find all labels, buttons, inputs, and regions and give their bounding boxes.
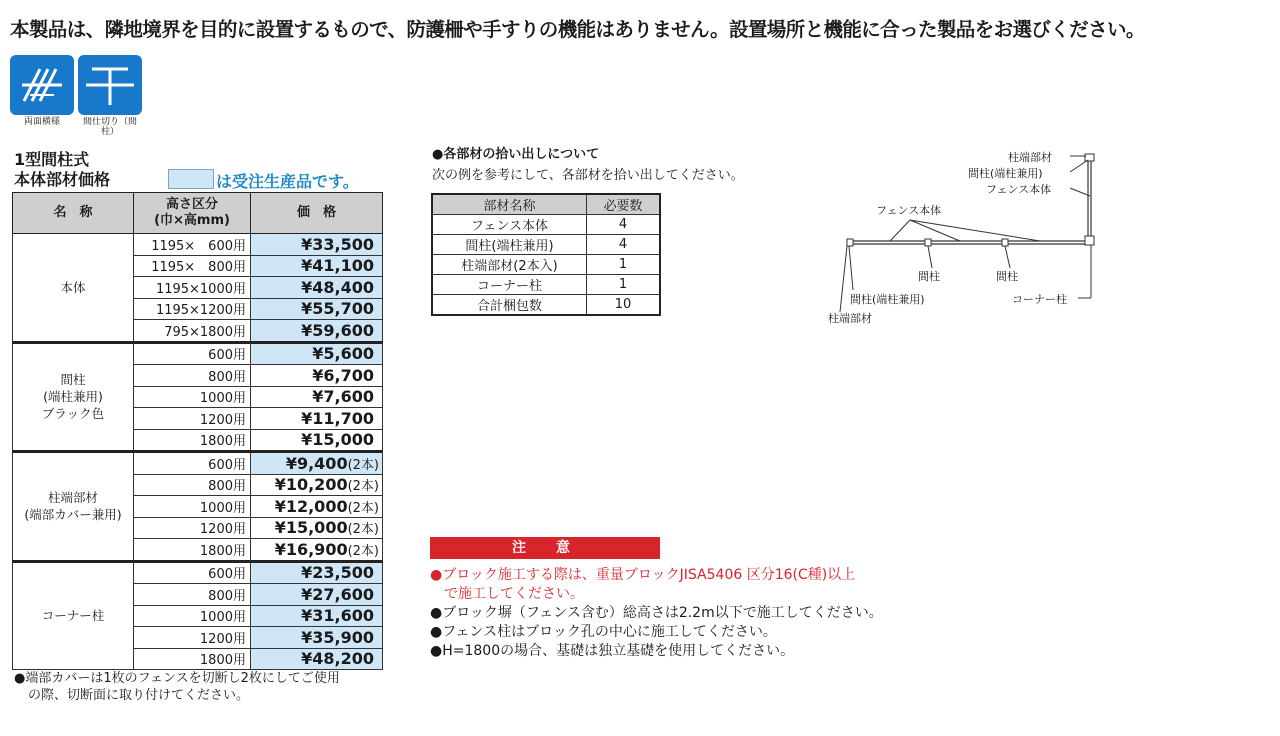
diagram-label-left-post: 間柱(端柱兼用) bbox=[850, 293, 925, 306]
price-cell bbox=[251, 584, 383, 606]
price-value: ¥31,600 bbox=[301, 606, 374, 626]
made-to-order-legend: は受注生産品です。 bbox=[216, 172, 359, 191]
price-value: ¥48,400 bbox=[301, 277, 374, 297]
size-cell: 800用 bbox=[134, 365, 251, 387]
diagram-label-post-a: 間柱 bbox=[918, 270, 940, 283]
size-cell: 1195× 600用 bbox=[134, 234, 251, 256]
size-cell: 1200用 bbox=[134, 408, 251, 430]
part-name: 柱端部材(2本入) bbox=[432, 255, 587, 275]
notice-headline: 本製品は、隣地境界を目的に設置するもので、防護柵や手すりの機能はありません。設置場所と機能に合った製品をお選びください。 bbox=[10, 18, 1145, 41]
part-qty: 4 bbox=[587, 235, 661, 255]
col-header-price: 価 格 bbox=[251, 193, 383, 234]
part-qty: 4 bbox=[587, 215, 661, 235]
price-row bbox=[13, 561, 383, 584]
icon-caption-partition: 間仕切り（間柱） bbox=[82, 117, 137, 137]
price-value: ¥10,200 bbox=[274, 475, 348, 495]
price-cell bbox=[251, 255, 383, 277]
parts-table-container bbox=[431, 193, 661, 316]
price-value: ¥15,000 bbox=[301, 430, 374, 450]
price-cell bbox=[251, 342, 383, 365]
caution-item: ●ブロック塀（フェンス含む）総高さは2.2m以下で施工してください。 bbox=[430, 605, 883, 621]
size-cell: 600用 bbox=[134, 561, 251, 584]
price-cell bbox=[251, 277, 383, 299]
price-suffix: (2本) bbox=[347, 479, 379, 495]
made-to-order-swatch bbox=[168, 169, 214, 189]
partition-post-icon bbox=[78, 55, 142, 115]
part-name: フェンス本体 bbox=[432, 215, 587, 235]
price-value: ¥15,000 bbox=[274, 518, 348, 538]
price-cell bbox=[251, 298, 383, 320]
parts-header-name: 部材名称 bbox=[432, 194, 587, 215]
price-row bbox=[13, 342, 383, 365]
size-cell: 800用 bbox=[134, 474, 251, 496]
size-cell: 1800用 bbox=[134, 429, 251, 452]
price-table-container bbox=[12, 192, 383, 670]
caution-item: ●フェンス柱はブロック孔の中心に施工してください。 bbox=[430, 624, 777, 640]
diagram-label-end-member-top: 柱端部材 bbox=[1008, 151, 1052, 164]
price-value: ¥55,700 bbox=[301, 299, 374, 319]
price-value: ¥11,700 bbox=[301, 408, 374, 428]
size-cell: 795×1800用 bbox=[134, 320, 251, 343]
caution-list bbox=[430, 566, 950, 661]
size-cell: 1195×1000用 bbox=[134, 277, 251, 299]
double-sided-pattern-icon bbox=[10, 55, 74, 115]
diagram-label-fence-main: フェンス本体 bbox=[876, 204, 942, 217]
diagram-label-left-end-member: 柱端部材 bbox=[828, 312, 872, 325]
end-cover-note-line2: の際、切断面に取り付けてください。 bbox=[28, 688, 250, 703]
price-value: ¥16,900 bbox=[274, 539, 348, 559]
price-table bbox=[12, 192, 383, 670]
price-suffix: (2本) bbox=[347, 457, 379, 473]
section-title-type: 1型間柱式 bbox=[14, 150, 90, 169]
price-suffix: (2本) bbox=[347, 522, 379, 538]
price-cell bbox=[251, 320, 383, 343]
col-header-name: 名 称 bbox=[13, 193, 134, 234]
parts-header-qty: 必要数 bbox=[587, 194, 661, 215]
parts-row bbox=[432, 255, 660, 275]
section-title-price: 本体部材価格 bbox=[14, 170, 111, 189]
diagram-label-post-top: 間柱(端柱兼用) bbox=[968, 167, 1043, 180]
price-cell bbox=[251, 561, 383, 584]
size-cell: 1800用 bbox=[134, 539, 251, 562]
price-suffix: (2本) bbox=[347, 500, 379, 516]
size-cell: 1195×1200用 bbox=[134, 298, 251, 320]
price-value: ¥5,600 bbox=[312, 344, 374, 364]
price-cell bbox=[251, 452, 383, 475]
size-cell: 1200用 bbox=[134, 517, 251, 539]
price-row bbox=[13, 234, 383, 256]
price-value: ¥41,100 bbox=[301, 256, 374, 276]
price-cell bbox=[251, 517, 383, 539]
caution-item: で施工してください。 bbox=[430, 586, 584, 602]
diagram-label-post-b: 間柱 bbox=[996, 270, 1018, 283]
product-group-name: 柱端部材 (端部カバー兼用) bbox=[13, 452, 134, 562]
parts-row bbox=[432, 275, 660, 295]
part-qty: 10 bbox=[587, 295, 661, 316]
price-value: ¥27,600 bbox=[301, 584, 374, 604]
part-name: 間柱(端柱兼用) bbox=[432, 235, 587, 255]
caution-item: ●ブロック施工する際は、重量ブロックJISA5406 区分16(C種)以上 bbox=[430, 567, 856, 583]
part-qty: 1 bbox=[587, 255, 661, 275]
end-cover-note bbox=[14, 670, 394, 704]
size-cell: 1195× 800用 bbox=[134, 255, 251, 277]
price-cell bbox=[251, 539, 383, 562]
size-cell: 1000用 bbox=[134, 496, 251, 518]
part-name: 合計梱包数 bbox=[432, 295, 587, 316]
price-suffix: (2本) bbox=[347, 543, 379, 559]
product-group-name: コーナー柱 bbox=[13, 561, 134, 670]
price-value: ¥12,000 bbox=[274, 496, 348, 516]
price-value: ¥6,700 bbox=[312, 365, 374, 385]
price-cell bbox=[251, 234, 383, 256]
price-cell bbox=[251, 496, 383, 518]
caution-header: 注 意 bbox=[430, 537, 660, 559]
price-value: ¥59,600 bbox=[301, 320, 374, 340]
end-cover-note-line1: ●端部カバーは1枚のフェンスを切断し2枚にしてご使用 bbox=[14, 671, 340, 686]
product-group-name: 本体 bbox=[13, 234, 134, 343]
parts-table bbox=[431, 193, 661, 316]
size-cell: 600用 bbox=[134, 452, 251, 475]
caution-item: ●H=1800の場合、基礎は独立基礎を使用してください。 bbox=[430, 643, 795, 659]
col-header-size: 高さ区分 (巾×高mm) bbox=[134, 193, 251, 234]
product-group-name: 間柱 (端柱兼用) ブラック色 bbox=[13, 342, 134, 452]
price-cell bbox=[251, 627, 383, 649]
part-name: コーナー柱 bbox=[432, 275, 587, 295]
price-cell bbox=[251, 429, 383, 452]
parts-row bbox=[432, 215, 660, 235]
diagram-label-fence-top: フェンス本体 bbox=[986, 183, 1052, 196]
icon-caption-pattern: 両面横様 bbox=[23, 117, 60, 127]
price-cell bbox=[251, 474, 383, 496]
size-cell: 800用 bbox=[134, 584, 251, 606]
price-cell bbox=[251, 386, 383, 408]
size-cell: 1000用 bbox=[134, 605, 251, 627]
price-cell bbox=[251, 408, 383, 430]
size-cell: 1800用 bbox=[134, 648, 251, 670]
parts-intro: 次の例を参考にして、各部材を拾い出してください。 bbox=[432, 168, 744, 183]
parts-row bbox=[432, 235, 660, 255]
price-value: ¥9,400 bbox=[285, 453, 348, 473]
part-qty: 1 bbox=[587, 275, 661, 295]
price-value: ¥33,500 bbox=[301, 234, 374, 254]
diagram-label-corner: コーナー柱 bbox=[1012, 293, 1067, 306]
size-cell: 1200用 bbox=[134, 627, 251, 649]
size-cell: 1000用 bbox=[134, 386, 251, 408]
parts-heading: ●各部材の拾い出しについて bbox=[432, 147, 600, 162]
price-cell bbox=[251, 365, 383, 387]
price-value: ¥48,200 bbox=[301, 649, 374, 669]
size-cell: 600用 bbox=[134, 342, 251, 365]
price-value: ¥23,500 bbox=[301, 563, 374, 583]
parts-row bbox=[432, 295, 660, 316]
price-value: ¥7,600 bbox=[312, 387, 374, 407]
layout-diagram bbox=[820, 140, 1110, 330]
price-cell bbox=[251, 605, 383, 627]
price-value: ¥35,900 bbox=[301, 627, 374, 647]
price-cell bbox=[251, 648, 383, 670]
price-row bbox=[13, 452, 383, 475]
